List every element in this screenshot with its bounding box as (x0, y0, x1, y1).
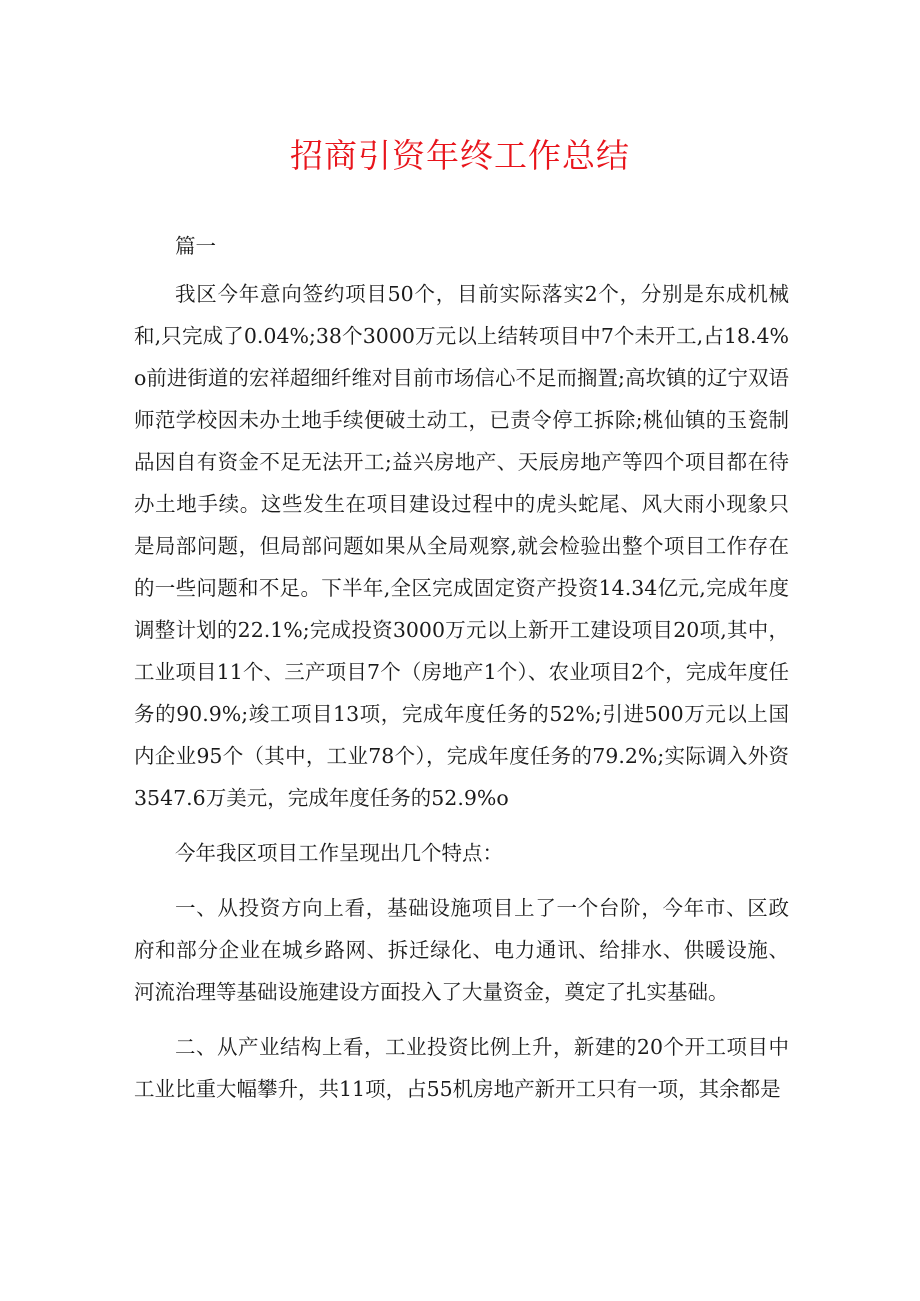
paragraph-summary: 我区今年意向签约项目50个，目前实际落实2个，分别是东成机械和,只完成了0.04%;38个3000万元以上结转项目中7个未开工,占18.4%o前进街道的宏祥超细纤维对目前市场信心不足而搁置;高坎镇的辽宁双语师范学校因未办土地手续便破土动工，已责令停工拆除;桃仙镇的玉瓷制品因自有资金不足无法开工;益兴房地产、天辰房地产等四个项目都在待办土地手续。这些发生在项目建设过程中的虎头蛇尾、风大雨小现象只是局部问题，但局部问题如果从全局观察,就会检验出整个项目工作存在的一些问题和不足。下半年,全区完成固定资产投资14.34亿元,完成年度调整计划的22.1%;完成投资3000万元以上新开工建设项目20项,其中，工业项目11个、三产项目7个（房地产1个）、农业项目2个，完成年度任务的90.9%;竣工项目13项，完成年度任务的52%;引进500万元以上国内企业95个（其中，工业78个），完成年度任务的79.2%;实际调入外资3547.6万美元，完成年度任务的52.9%o (134, 282, 789, 810)
document-body (134, 225, 789, 1123)
document-title: 招商引资年终工作总结 (290, 136, 630, 175)
section-label: 篇一 (175, 234, 216, 258)
paragraph-feature-two: 二、从产业结构上看，工业投资比例上升，新建的20个开工项目中工业比重大幅攀升，共11项，占55机房地产新开工只有一项，其余都是 (134, 1035, 789, 1101)
paragraph-feature-one: 一、从投资方向上看，基础设施项目上了一个台阶，今年市、区政府和部分企业在城乡路网、拆迁绿化、电力通讯、给排水、供暖设施、河流治理等基础设施建设方面投入了大量资金，奠定了扎实基础。 (134, 896, 789, 1004)
paragraph-features-intro: 今年我区项目工作呈现出几个特点： (175, 841, 503, 865)
